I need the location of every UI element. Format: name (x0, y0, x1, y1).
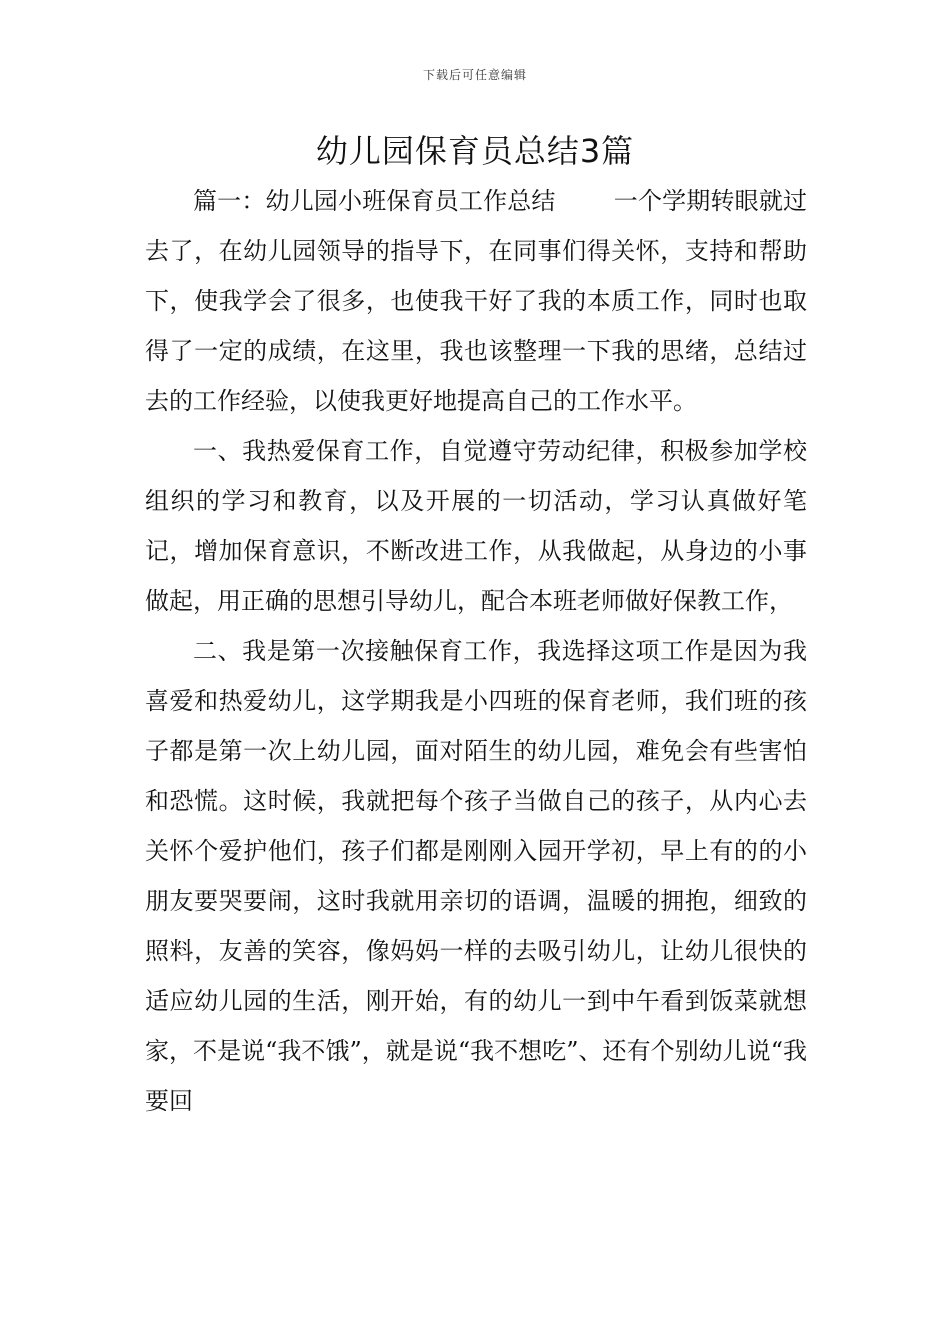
section-heading: 篇一：幼儿园小班保育员工作总结 (193, 187, 556, 215)
header-note: 下载后可任意编辑 (422, 68, 527, 82)
paragraph-2: 二、我是第一次接触保育工作，我选择这项工作是因为我喜爱和热爱幼儿，这学期我是小四班的保育老师，我们班的孩子都是第一次上幼儿园，面对陌生的幼儿园，难免会有些害怕和恐慌。这时候，我就把每个孩子当做自己的孩子，从内心去关怀个爱护他们，孩子们都是刚刚入园开学初，早上有的的小朋友要哭要闹，这时我就用亲切的语调，温暖的拥抱，细致的照料，友善的笑容，像妈妈一样的去吸引幼儿，让幼儿很快的适应幼儿园的生活，刚开始，有的幼儿一到中午看到饭菜就想家，不是说“我不饿”，就是说“我不想吃”、还有个别幼儿说“我要回 (145, 637, 807, 1115)
document-title: 幼儿园保育员总结3篇 (315, 132, 635, 170)
paragraph-1: 一、我热爱保育工作，自觉遵守劳动纪律，积极参加学校组织的学习和教育，以及开展的一切活动，学习认真做好笔记，增加保育意识，不断改进工作，从我做起，从身边的小事做起，用正确的思想引导幼儿，配合本班老师做好保教工作， (145, 437, 807, 615)
document-body (145, 176, 807, 1126)
paragraph-text: 一个学期转眼就过去了，在幼儿园领导的指导下，在同事们得关怀，支持和帮助下，使我学会了很多，也使我干好了我的本质工作，同时也取得了一定的成绩，在这里，我也该整理一下我的思绪，总结过去的工作经验，以使我更好地提高自己的工作水平。 (145, 187, 808, 415)
paragraph-intro (145, 176, 807, 426)
